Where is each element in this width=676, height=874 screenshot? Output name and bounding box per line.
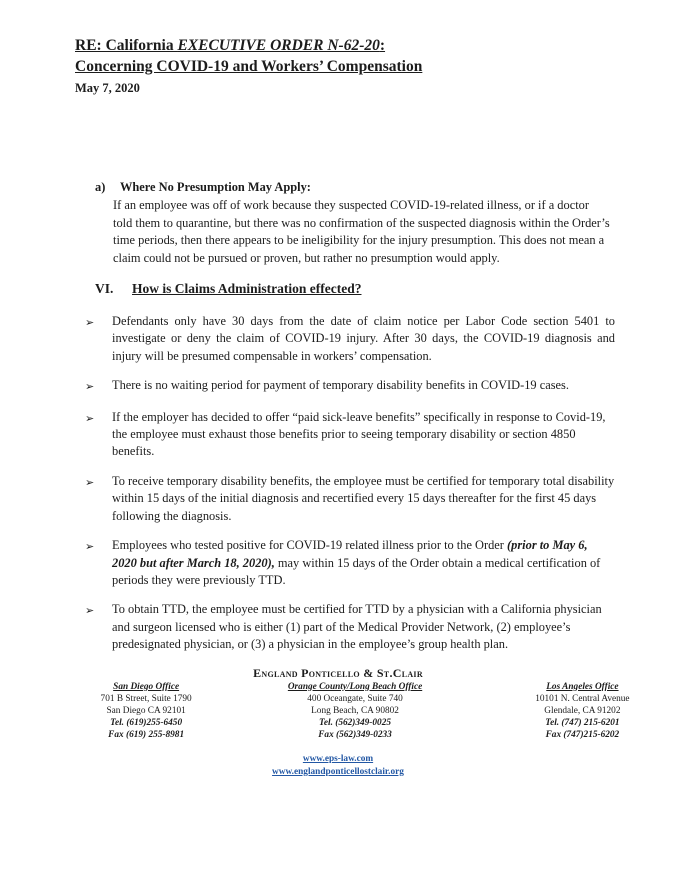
section-a [95,179,615,267]
eps-law-link[interactable]: www.eps-law.com [302,753,374,764]
arrow-bullet-icon: ➢ [85,605,95,618]
office-columns [0,681,676,741]
section-a-label: a) [95,180,106,194]
office-address-line: Long Beach, CA 90802 [311,705,399,716]
section-vi-heading [95,281,676,297]
office-san-diego [55,681,237,741]
office-fax: Fax (562)349-0233 [318,729,392,740]
bullet-text: Defendants only have 30 days from the date of claim notice per Labor Code section 5401 to investigate or deny the claim of COVID-19 injury. After 30 days, the COVID-19 diagnosis and injury will be presumed compensable in workers’ compensation. [112,314,615,363]
bullet-text: Employees who tested positive for COVID-19 related illness prior to the Order (prior to May 6, 2020 but after March 18, 2020), may within 15 days of the Order obtain a medical certification of periods they were previously TTD. [112,538,601,587]
bullet-item [85,537,615,589]
memo-header [75,0,555,97]
bullet-list [85,313,615,654]
section-a-body: If an employee was off of work because they suspected COVID-19-related illness, or if a doctor told them to quarantine, but there was no confirmation of the suspected diagnosis within the Order’s time periods, then there appears to be ineligibility for the injury presumption. This does not mean a claim could not be pursued or proven, but rather no presumption would apply. [113,198,610,265]
bullet-item [85,601,615,653]
office-orange-county-long-beach [239,681,471,741]
england-ponticello-stclair-link[interactable]: www.englandponticellostclair.org [272,766,404,777]
office-name: San Diego Office [113,681,180,692]
memo-date: May 7, 2020 [75,81,140,95]
memo-title-line-1 [75,35,555,56]
memo-title-prefix: RE: California [75,37,178,54]
bullet-text: There is no waiting period for payment of temporary disability benefits in COVID-19 cases. [112,378,569,393]
memo-title-colon: : [379,37,386,54]
bullet-item [85,473,615,525]
office-address-line: 701 B Street, Suite 1790 [100,693,192,704]
firm-name: England Ponticello & St.Clair [253,665,423,680]
memo-title-order-number: EXECUTIVE ORDER N-62-20 [177,37,380,54]
website-links [0,753,676,779]
bullet-item [85,377,615,396]
memo-title-line-2: Concerning COVID-19 and Workers’ Compensation [75,58,423,75]
office-address-line: San Diego CA 92101 [106,705,186,716]
office-address-line: Glendale, CA 91202 [544,705,621,716]
office-fax: Fax (619) 255-8981 [108,729,185,740]
arrow-bullet-icon: ➢ [85,381,95,394]
office-tel: Tel. (619)255-6450 [110,717,183,728]
section-a-heading [95,179,615,196]
office-tel: Tel. (747) 215-6201 [545,717,620,728]
bullet-item [85,313,615,365]
office-los-angeles [489,681,676,741]
office-name: Orange County/Long Beach Office [287,681,423,692]
section-a-title: Where No Presumption May Apply: [120,180,311,194]
arrow-bullet-icon: ➢ [85,476,95,489]
bullet-text: To receive temporary disability benefits, the employee must be certified for temporary total disability within 15 days of the initial diagnosis and recertified every 15 days thereafter for the first 45 days following the diagnosis. [112,473,615,523]
office-name: Los Angeles Office [546,681,619,692]
office-address-line: 10101 N. Central Avenue [535,693,630,704]
section-vi-number: VI. [95,281,114,297]
arrow-bullet-icon: ➢ [85,412,95,425]
office-fax: Fax (747)215-6202 [545,729,620,740]
bullet-text: To obtain TTD, the employee must be certified for TTD by a physician with a California physician and surgeon licensed who is either (1) part of the Medical Provider Network, (2) employee’s predesignated physician, or (3) a physician in the employee’s group health plan. [112,602,602,652]
arrow-bullet-icon: ➢ [85,317,95,330]
arrow-bullet-icon: ➢ [85,541,95,554]
office-address-line: 400 Oceangate, Suite 740 [307,693,403,704]
bullet-text: If the employer has decided to offer “paid sick-leave benefits” specifically in response to Covid-19, the employee must exhaust those benefits prior to seeing temporary disability or section 4850 benefits. [112,409,606,459]
office-tel: Tel. (562)349-0025 [319,717,392,728]
bullet-item [85,409,615,461]
firm-footer [0,666,676,779]
section-vi-title: How is Claims Administration effected? [132,281,362,297]
